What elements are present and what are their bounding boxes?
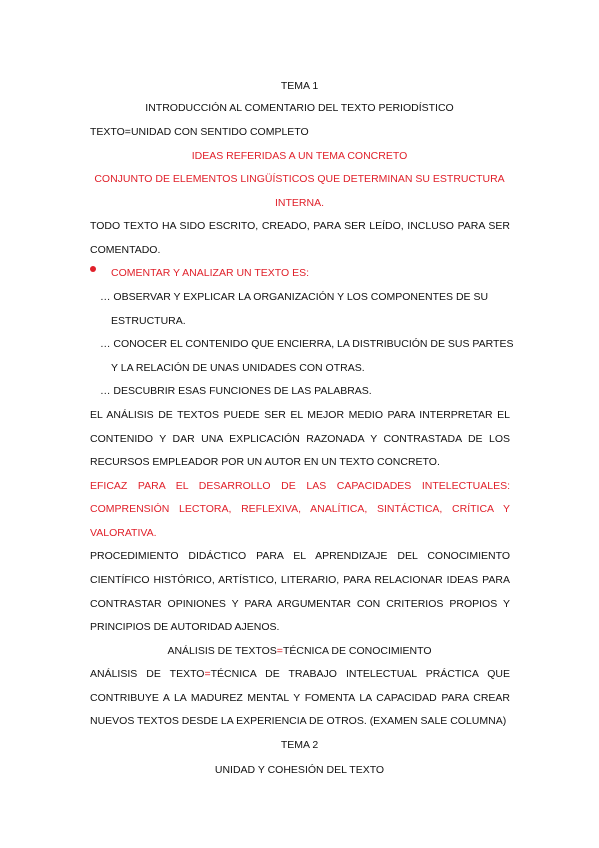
definition-point-1: IDEAS REFERIDAS A UN TEMA CONCRETO xyxy=(191,150,408,162)
highlight-line: EFICAZ PARA EL DESARROLLO DE LAS CAPACIDADES INTELECTUALES: xyxy=(90,480,510,492)
topic-title: TEMA 1 xyxy=(280,80,319,92)
equation-term: ANÁLISIS DE TEXTO xyxy=(90,668,205,680)
paragraph-line: COMENTADO. xyxy=(90,244,161,256)
list-item: … CONOCER EL CONTENIDO QUE ENCIERRA, LA DISTRIBUCIÓN DE SUS PARTES xyxy=(100,338,514,350)
definition-point-2: CONJUNTO DE ELEMENTOS LINGÜÍSTICOS QUE DETERMINAN SU ESTRUCTURA xyxy=(94,173,505,185)
topic-title: TEMA 2 xyxy=(280,739,319,751)
equation-definition: TÉCNICA DE CONOCIMIENTO xyxy=(282,645,432,657)
paragraph-line: EL ANÁLISIS DE TEXTOS PUEDE SER EL MEJOR MEDIO PARA INTERPRETAR EL xyxy=(90,409,510,421)
definition-line: TEXTO=UNIDAD CON SENTIDO COMPLETO xyxy=(90,126,309,138)
section-heading: INTRODUCCIÓN AL COMENTARIO DEL TEXTO PERIODÍSTICO xyxy=(145,102,454,114)
paragraph-line: PRINCIPIOS DE AUTORIDAD AJENOS. xyxy=(90,621,280,633)
paragraph-line: NUEVOS TEXTOS DESDE LA EXPERIENCIA DE OTROS. (EXAMEN SALE COLUMNA) xyxy=(90,715,507,727)
list-item: … OBSERVAR Y EXPLICAR LA ORGANIZACIÓN Y LOS COMPONENTES DE SU xyxy=(100,291,489,303)
list-item-cont: ESTRUCTURA. xyxy=(111,315,186,327)
highlight-line: VALORATIVA. xyxy=(90,527,157,539)
equation-line xyxy=(90,667,510,681)
bullet-dot-icon xyxy=(90,266,96,272)
paragraph-line: CONTRIBUYE A LA MADUREZ MENTAL Y FOMENTA LA CAPACIDAD PARA CREAR xyxy=(90,692,510,704)
equals-sign: = xyxy=(276,645,283,657)
section-heading: UNIDAD Y COHESIÓN DEL TEXTO xyxy=(214,764,385,776)
paragraph-line: TODO TEXTO HA SIDO ESCRITO, CREADO, PARA SER LEÍDO, INCLUSO PARA SER xyxy=(90,220,510,232)
equation-term: ANÁLISIS DE TEXTOS xyxy=(167,645,277,657)
paragraph-line: PROCEDIMIENTO DIDÁCTICO PARA EL APRENDIZAJE DEL CONOCIMIENTO xyxy=(90,550,510,562)
paragraph-line: CONTENIDO Y DAR UNA EXPLICACIÓN RAZONADA Y CONTRASTADA DE LOS xyxy=(90,433,510,445)
equation-heading xyxy=(0,644,599,658)
paragraph-line: CIENTÍFICO HISTÓRICO, ARTÍSTICO, LITERARIO, PARA RELACIONAR IDEAS PARA xyxy=(90,574,510,586)
definition-point-2-cont: INTERNA. xyxy=(274,197,324,209)
list-item: … DESCUBRIR ESAS FUNCIONES DE LAS PALABRAS. xyxy=(100,385,372,397)
paragraph-line: CONTRASTAR OPINIONES Y PARA ARGUMENTAR CON CRITERIOS PROPIOS Y xyxy=(90,598,510,610)
paragraph-line: RECURSOS EMPLEADOR POR UN AUTOR EN UN TEXTO CONCRETO. xyxy=(90,456,440,468)
list-item-cont: Y LA RELACIÓN DE UNAS UNIDADES CON OTRAS. xyxy=(111,362,365,374)
equals-sign: = xyxy=(204,668,211,680)
bullet-heading: COMENTAR Y ANALIZAR UN TEXTO ES: xyxy=(111,267,309,279)
highlight-line: COMPRENSIÓN LECTORA, REFLEXIVA, ANALÍTICA, SINTÁCTICA, CRÍTICA Y xyxy=(90,503,510,515)
equation-definition: TÉCNICA DE TRABAJO INTELECTUAL PRÁCTICA QUE xyxy=(210,668,510,680)
